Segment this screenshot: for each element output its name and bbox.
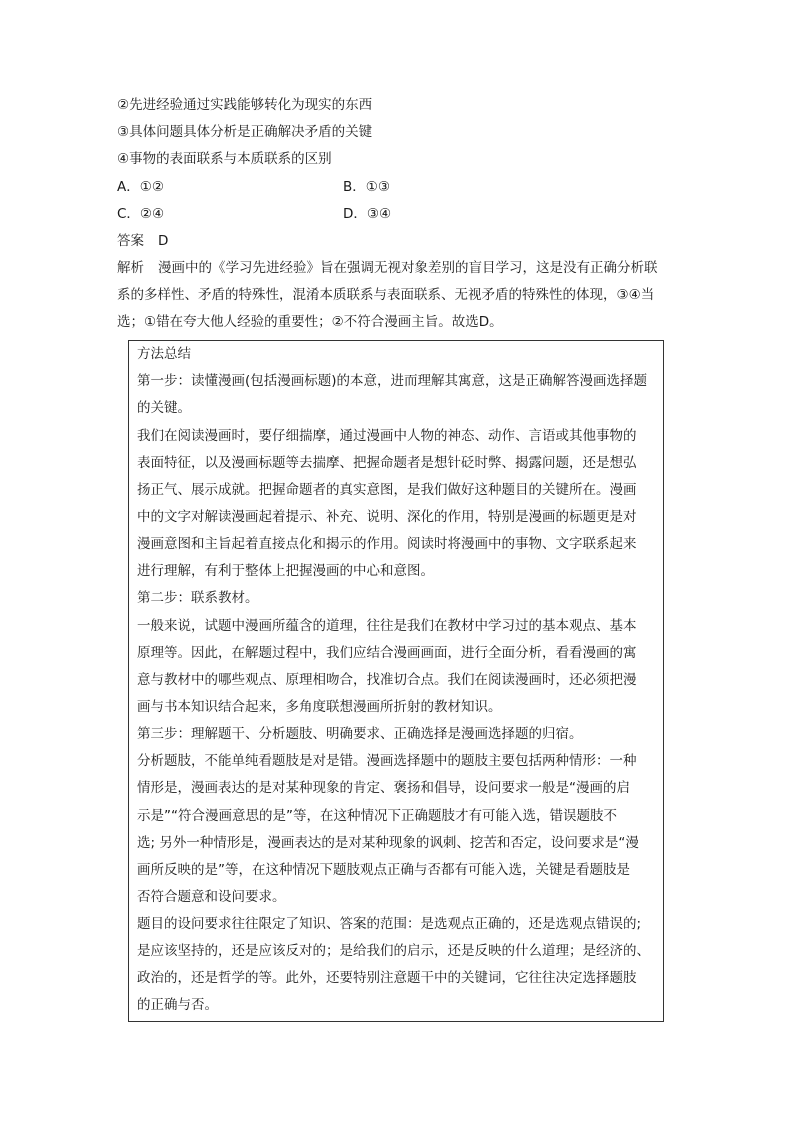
method-line: 扬正气、展示成就。把握命题者的真实意图，是我们做好这种题目的关键所在。漫画 [137,482,637,498]
analysis-line-3: 选；①错在夸大他人经验的重要性；②不符合漫画主旨。故选D。 [117,314,503,330]
method-line: 画所反映的是”等，在这种情况下题肢观点正确与否都有可能入选，关键是看题肢是 [137,862,630,878]
analysis-text-1: 漫画中的《学习先进经验》旨在强调无视对象差别的盲目学习，这是没有正确分析联 [158,260,658,276]
method-line: 原理等。因此，在解题过程中，我们应结合漫画画面，进行全面分析，看看漫画的寓 [137,645,637,661]
method-line: 政治的，还是哲学的等。此外，还要特别注意题干中的关键词，它往往决定选择题肢 [137,970,637,986]
method-line: 是应该坚持的，还是应该反对的；是给我们的启示，还是反映的什么道理；是经济的、 [137,943,650,959]
analysis-line-1 [117,259,658,277]
method-step-2: 第二步：联系教材。 [137,590,259,606]
method-line: 表面特征，以及漫画标题等去揣摩、把握命题者是想针砭时弊、揭露问题，还是想弘 [137,455,637,471]
method-line: 否符合题意和设问要求。 [137,889,286,905]
analysis-label: 解析 [117,260,144,276]
method-line: 选; 另外一种情形是，漫画表达的是对某种现象的讽刺、挖苦和否定，设问要求是“漫 [137,835,639,851]
method-line: 第一步：读懂漫画(包括漫画标题)的本意，进而理解其寓意，这是正确解答漫画选择题 [137,373,648,389]
method-line: 的关键。 [137,400,191,416]
option-c: C．②④ [117,206,165,222]
statement-2: ②先进经验通过实践能够转化为现实的东西 [117,97,373,113]
statement-3: ③具体问题具体分析是正确解决矛盾的关键 [117,124,373,140]
method-line: 的正确与否。 [137,997,218,1013]
method-line: 画与书本知识结合起来，多角度联想漫画所折射的教材知识。 [137,699,502,715]
method-step-3: 第三步：理解题干、分析题肢、明确要求、正确选择是漫画选择题的归宿。 [137,726,583,742]
statement-4: ④事物的表面联系与本质联系的区别 [117,151,332,167]
method-title: 方法总结 [137,346,191,362]
method-line: 分析题肢，不能单纯看题肢是对是错。漫画选择题中的题肢主要包括两种情形：一种 [137,753,637,769]
method-line: 情形是，漫画表达的是对某种现象的肯定、褒扬和倡导，设问要求一般是“漫画的启 [137,780,630,796]
method-line: 意与教材中的哪些观点、原理相吻合，找准切合点。我们在阅读漫画时，还必须把漫 [137,672,637,688]
option-d: D．③④ [343,206,392,222]
method-line: 中的文字对解读漫画起着提示、补充、说明、深化的作用，特别是漫画的标题更是对 [137,509,637,525]
answer-value: D [158,233,169,249]
method-line: 我们在阅读漫画时，要仔细揣摩，通过漫画中人物的神态、动作、言语或其他事物的 [137,428,637,444]
method-line: 题目的设问要求往往限定了知识、答案的范围：是选观点正确的，还是选观点错误的; [137,916,642,932]
answer-line [117,232,168,250]
option-b: B．①③ [343,179,390,195]
option-a: A．①② [117,179,164,195]
method-line: 示是”“符合漫画意思的是”等，在这种情况下正确题肢才有可能入选，错误题肢不 [137,808,617,824]
method-line: 漫画意图和主旨起着直接点化和揭示的作用。阅读时将漫画中的事物、文字联系起来 [137,536,637,552]
method-line: 进行理解，有利于整体上把握漫画的中心和意图。 [137,563,434,579]
method-line: 一般来说，试题中漫画所蕴含的道理，往往是我们在教材中学习过的基本观点、基本 [137,618,637,634]
answer-label: 答案 [117,233,144,249]
analysis-line-2: 系的多样性、矛盾的特殊性，混淆本质联系与表面联系、无视矛盾的特殊性的体现，③④当 [117,287,655,303]
method-summary-box [128,340,664,1022]
